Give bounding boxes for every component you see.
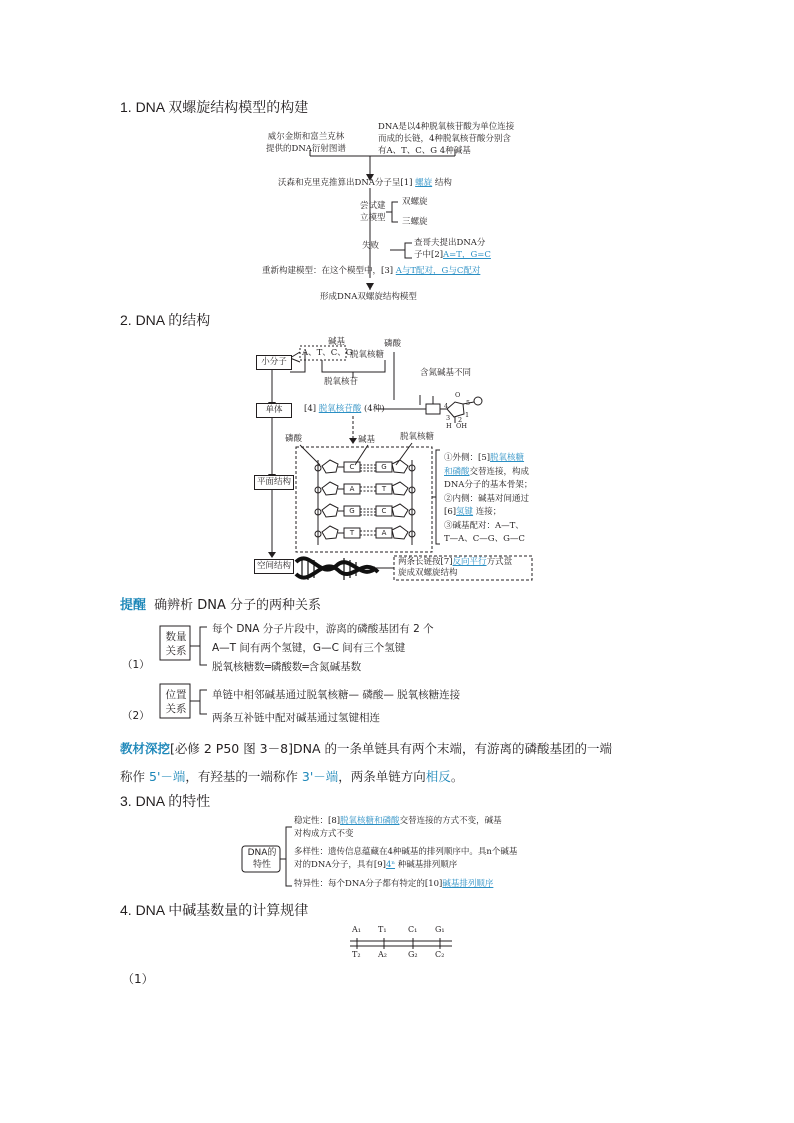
right-source-line: 而成的长链，4种脱氧核苷酸分别含 (378, 134, 511, 144)
box-line: 关系 (165, 645, 187, 657)
blank-3: A与T配对，G与C配对 (395, 266, 481, 276)
right-base-column (376, 462, 392, 550)
blank-5: 和磷酸 (444, 466, 470, 477)
right-source-line: DNA是以4种脱氧核苷酸为单位连接 (378, 122, 515, 132)
left-source-line: 威尔金斯和富兰克林 (267, 132, 345, 142)
property-text: 对构成方式不变 (294, 829, 354, 839)
property-text: 稳定性：[8] (294, 816, 341, 826)
base-letters: A、T、C、G (302, 348, 353, 358)
rebuild-step (262, 265, 480, 277)
nucleoside-label: 脱氧核苷 (324, 377, 359, 387)
space-structure-box: 空间结构 (254, 559, 294, 574)
monomer-box: 单体 (256, 403, 292, 418)
tip-heading (120, 594, 321, 613)
strand-base: T₂ (352, 950, 361, 959)
tip-label: 提醒 (120, 598, 147, 613)
right-base: G (381, 463, 387, 471)
phosphate-label: 磷酸 (384, 339, 402, 349)
blank-8: 脱氧核糖和磷酸 (340, 816, 400, 826)
left-base: T (349, 529, 355, 537)
tip-q2-number: （2） (122, 710, 150, 722)
step-1 (278, 177, 452, 189)
textbook-text: ，两条单链方向 (338, 769, 426, 784)
relation-item: A—T 间有两个氢键，G—C 间有三个氢键 (212, 642, 406, 654)
strand-base: G₁ (435, 925, 445, 934)
helix-text: 两条长链按[7] (398, 557, 453, 567)
left-source-line: 提供的DNA衍射图谱 (266, 144, 346, 154)
step-1-text: 沃森和克里克推算出DNA分子呈[1] (278, 178, 413, 188)
textbook-deep-dive (120, 735, 680, 791)
strand-base: A₂ (378, 950, 387, 959)
ring-number: 3 (446, 414, 451, 422)
helix-text: 旋成双螺旋结构 (398, 568, 458, 578)
quantity-relation-list (212, 620, 434, 677)
section-4-title: 4. DNA 中碱基数量的计算规律 (120, 902, 309, 918)
ring-number: 2 (458, 416, 463, 424)
textbook-ref: [必修 2 P50 图 3－8] (170, 741, 293, 756)
textbook-text: ，有羟基的一端称作 (185, 769, 298, 784)
fail-label: 失败 (362, 241, 380, 251)
ring-oxygen: O (455, 391, 461, 399)
bases-label: 碱基 (328, 337, 346, 347)
chargaff-line: 子中[2] (414, 250, 444, 260)
property-text: 多样性：遗传信息蕴藏在4种碱基的排列顺序中。具n个碱基 (294, 847, 518, 857)
try-label-line: 立模型 (360, 213, 386, 223)
note-text: 连接； (475, 507, 502, 517)
step-1-end: 结构 (434, 178, 452, 188)
strand-base: G₂ (408, 950, 418, 959)
strand-base: T₁ (378, 925, 387, 934)
property-text: 种碱基排列顺序 (397, 860, 458, 870)
chargaff-line: 查哥夫提出DNA分 (414, 238, 486, 248)
double-helix-option: 双螺旋 (402, 197, 428, 207)
blank-6: 氢键 (456, 507, 474, 517)
textbook-label: 教材深挖 (120, 741, 171, 756)
box-line: DNA的 (247, 848, 277, 858)
helix-text: 方式盘 (486, 557, 513, 567)
box-line: 位置 (165, 689, 187, 701)
blank-5: 脱氧核糖 (490, 453, 525, 463)
final-model: 形成DNA双螺旋结构模型 (320, 292, 417, 302)
structure-notes (444, 452, 532, 547)
ring-oh: OH (456, 422, 467, 430)
right-source-line: 有A、T、C、G 4种碱基 (378, 146, 471, 156)
wilkins-franklin-source (266, 131, 346, 155)
ring-number: 1 (465, 411, 470, 419)
quantity-relation-box (162, 630, 190, 658)
relation-item: 脱氧核糖数═磷酸数═含氮碱基数 (212, 661, 362, 673)
property-text: 交替连接的方式不变，碱基 (399, 816, 502, 826)
position-relation-list (212, 684, 460, 730)
right-base: T (381, 485, 387, 493)
blank-2: A=T，G=C (443, 250, 491, 260)
relation-item: 每个 DNA 分子片段中，游离的磷酸基团有 2 个 (212, 623, 434, 635)
box-line: 数量 (165, 631, 187, 643)
nucleotide-source (378, 121, 514, 157)
phosphate-pointer-label: 磷酸 (285, 434, 303, 444)
blank-4: 脱氧核苷酸 (318, 404, 362, 414)
chargaff-note (414, 237, 491, 261)
left-base: C (349, 463, 355, 471)
ring-number: 4 (444, 402, 449, 410)
relation-item: 单链中相邻碱基通过脱氧核糖— 磷酸— 脱氧核糖连接 (212, 689, 461, 701)
rebuild-text: 重新构建模型：在这个模型中，[3] (262, 266, 394, 276)
section-1-title: 1. DNA 双螺旋结构模型的构建 (120, 99, 309, 115)
stability (294, 815, 502, 841)
blank-7: 反向平行 (452, 557, 487, 567)
helix-note (398, 557, 512, 579)
plane-structure-box: 平面结构 (254, 475, 294, 490)
position-relation-box (162, 688, 190, 716)
textbook-text: DNA 的一条单链具有两个末端，有游离的磷酸基团的一端 (292, 741, 612, 756)
blank-10: 碱基排列顺序 (442, 879, 494, 889)
note-text: DNA分子的基本骨架； (444, 480, 533, 490)
deoxyribose-label: 脱氧核糖 (350, 350, 385, 360)
section-4-q1: （1） (122, 972, 154, 986)
deoxyribose-pointer-label: 脱氧核糖 (400, 432, 435, 442)
right-base: C (381, 507, 387, 515)
relation-item: 两条互补链中配对碱基通过氢键相连 (212, 712, 380, 724)
left-base: G (349, 507, 355, 515)
small-molecule-box: 小分子 (256, 355, 292, 370)
reverse-word: 相反 (425, 769, 451, 784)
note-text: 交替连接，构成 (469, 466, 530, 477)
section-2-title: 2. DNA 的结构 (120, 312, 211, 328)
property-text: 对的DNA分子，具有[9] (294, 860, 386, 870)
label-4: [4] (304, 404, 317, 414)
blank-1: 螺旋 (415, 178, 433, 188)
left-base: A (349, 485, 355, 493)
ring-h: H (446, 422, 452, 430)
textbook-text: 。 (450, 769, 464, 784)
note-text: ①外侧：[5] (444, 453, 491, 463)
four-kinds: (4种) (363, 404, 385, 414)
strand-base: A₁ (352, 925, 361, 934)
box-line: 关系 (165, 703, 187, 715)
strand-base: C₁ (408, 925, 418, 934)
three-prime-end: 3'－端 (301, 769, 339, 784)
dna-properties-box (244, 847, 280, 871)
note-text: [6] (444, 507, 457, 517)
specificity (294, 878, 493, 890)
base-pointer-label: 碱基 (358, 435, 376, 445)
tip-title: 确辨析 DNA 分子的两种关系 (154, 598, 322, 613)
monomer-fill (304, 403, 385, 415)
note-text: ③碱基配对：A—T、 (444, 520, 524, 531)
property-text: 特异性：每个DNA分子都有特定的[10] (294, 879, 443, 889)
box-line: 特性 (252, 860, 271, 870)
try-model-label (360, 200, 386, 224)
section-3-title: 3. DNA 的特性 (120, 793, 211, 809)
five-prime-end: 5'－端 (149, 769, 186, 784)
textbook-text: 称作 (120, 769, 146, 784)
right-base: A (381, 529, 387, 537)
strand-base: C₂ (435, 950, 445, 959)
try-label-line: 尝试建 (360, 201, 386, 211)
note-text: T—A、C—G、G—C (444, 534, 525, 544)
triple-helix-option: 三螺旋 (402, 217, 428, 227)
ring-number: 5 (466, 399, 471, 407)
note-text: ②内侧：碱基对间通过 (444, 493, 530, 504)
tip-q1-number: （1） (122, 659, 150, 671)
blank-9: 4ⁿ (385, 860, 396, 870)
left-base-column (344, 462, 360, 550)
nitrogen-base-diff: 含氮碱基不同 (420, 368, 472, 378)
diversity (294, 846, 517, 872)
